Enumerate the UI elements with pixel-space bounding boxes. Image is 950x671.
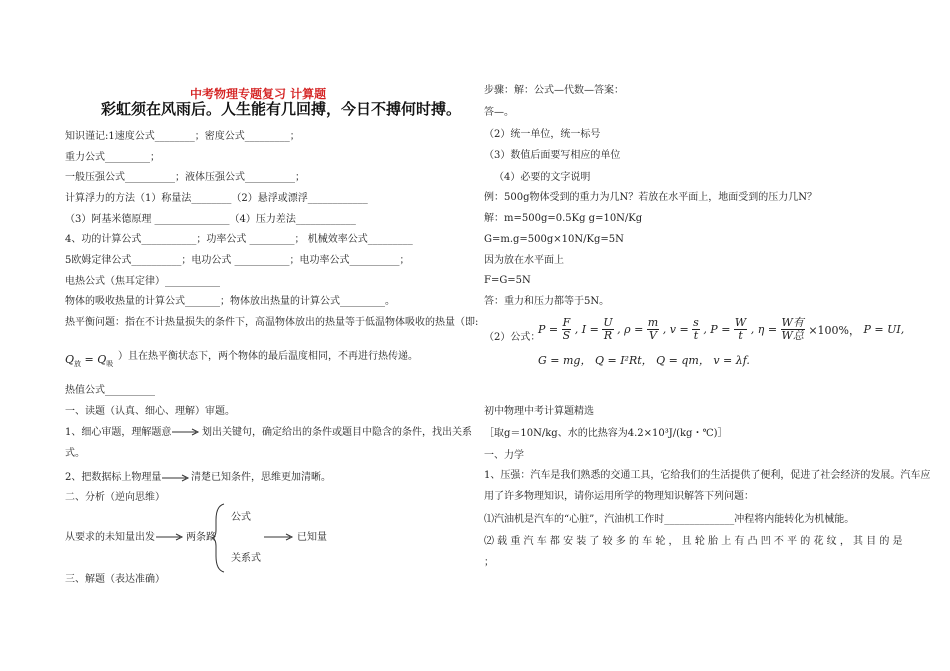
diagram-node-known: 已知量: [297, 532, 327, 543]
slogan: 彩虹须在风雨后。人生能有几回搏，今日不搏何时搏。: [101, 100, 462, 118]
text-line: 5欧姆定律公式__________；电功公式 ___________；电功率公式__________；: [65, 255, 410, 266]
text-line: 计算浮力的方法（1）称量法________（2）悬浮或漂浮____________: [65, 193, 368, 204]
section-heading: 三、解题（表达准确）: [65, 574, 165, 585]
page-title: 中考物理专题复习 计算题: [190, 87, 327, 101]
text-line: F=G=5N: [484, 275, 531, 286]
text-line: ）且在热平衡状态下，两个物体的最后温度相同，不再进行热传递。: [118, 351, 418, 362]
text-line: 2、把数据标上物理量: [65, 472, 162, 483]
text-line: 4、功的计算公式___________；功率公式 _________； 机械效率公式_________: [65, 234, 413, 245]
text-line: 重力公式_________；: [65, 152, 160, 163]
text-line: ；: [484, 557, 494, 568]
text-line: 例：500g物体受到的重力为几N？若放在水平面上，地面受到的压力几N？: [484, 192, 817, 203]
heat-balance-formula: $Q_放 = Q_吸$: [65, 353, 114, 369]
diagram-node-relation: 关系式: [231, 553, 261, 564]
formula-row-2: G = mg， Q = I²Rt， Q = qm， v = λf.: [538, 354, 750, 367]
text-line: 划出关键句，确定给出的条件或题目中隐含的条件，找出关系: [202, 427, 472, 438]
text-line: （2）统一单位，统一标号: [484, 129, 601, 140]
text-line: 步骤：解：公式—代数—答案：: [484, 85, 624, 96]
formula-label: （2）公式：: [484, 332, 541, 343]
section-heading: 一、力学: [484, 450, 524, 461]
arrow-icon: [264, 534, 292, 540]
text-line: 一般压强公式__________；液体压强公式__________；: [65, 172, 305, 183]
section-heading: 二、分析（逆向思维）: [65, 492, 165, 503]
text-line: 物体的吸收热量的计算公式_______；物体放出热量的计算公式_________。: [65, 296, 395, 307]
section-heading: 一、读题（认真、细心、理解）审题。: [65, 406, 235, 417]
text-line: 式。: [65, 448, 85, 459]
text-line: （3）数值后面要写相应的单位: [484, 150, 621, 161]
text-line: 知识谨记:1速度公式________；密度公式_________；: [65, 131, 300, 142]
text-line: 1、细心审题，理解题意: [65, 427, 172, 438]
diagram-node-formula: 公式: [231, 512, 251, 523]
text-line: 因为放在水平面上: [484, 255, 564, 266]
arrow-icon: [172, 429, 198, 435]
diagram-node-start: 从要求的未知量出发: [65, 532, 155, 543]
text-line: ⑵ 载 重 汽 车 都 安 装 了 较 多 的 车 轮 ， 且 轮 胎 上 有 凸 凹 不 平 的 花 纹 ， 其 目 的 是: [484, 536, 903, 547]
text-line: 答：重力和压力都等于5N。: [484, 296, 610, 307]
text-line: 热平衡问题：指在不计热量损失的条件下，高温物体放出的热量等于低温物体吸收的热量（即:: [65, 317, 479, 328]
arrow-icon: [162, 475, 188, 481]
text-line: 清楚已知条件，思维更加清晰。: [191, 472, 331, 483]
formula-row-1: P = $\frac{F}{S}$ , I = $\frac{U}{R}$ , ρ = $\frac{m}{V}$ , v = $\frac{s}{t}$ , P = $\frac{W}{t}$ , η = W有 W总 ×100%， P = UI,: [538, 316, 905, 342]
text-line: 用了许多物理知识，请你运用所学的物理知识解答下列问题：: [484, 491, 754, 502]
section-title: 初中物理中考计算题精选: [484, 406, 594, 417]
diagram-node-two-paths: 两条路: [186, 532, 216, 543]
arrow-icon: [156, 534, 182, 540]
text-line: ⑴汽油机是汽车的“心脏”，汽油机工作时______________冲程将内能转化为机械能。: [484, 514, 855, 525]
text-line: G=m.g=500g×10N/Kg=5N: [484, 234, 624, 245]
text-line: 热值公式__________: [65, 385, 155, 396]
text-line: 1、压强：汽车是我们熟悉的交通工具，它给我们的生活提供了便利，促进了社会经济的发展。汽车应: [484, 470, 931, 481]
text-line: ［取g＝10N/kg、水的比热容为4.2×10³J/(kg・℃)］: [484, 428, 728, 439]
text-line: （3）阿基米德原理 _______________（4）压力差法____________: [65, 214, 356, 225]
text-line: 电热公式（焦耳定律）___________: [65, 276, 220, 287]
text-line: 答—。: [484, 107, 514, 118]
text-line: 解：m=500g=0.5Kg g=10N/Kg: [484, 213, 643, 224]
text-line: （4）必要的文字说明: [494, 172, 591, 183]
